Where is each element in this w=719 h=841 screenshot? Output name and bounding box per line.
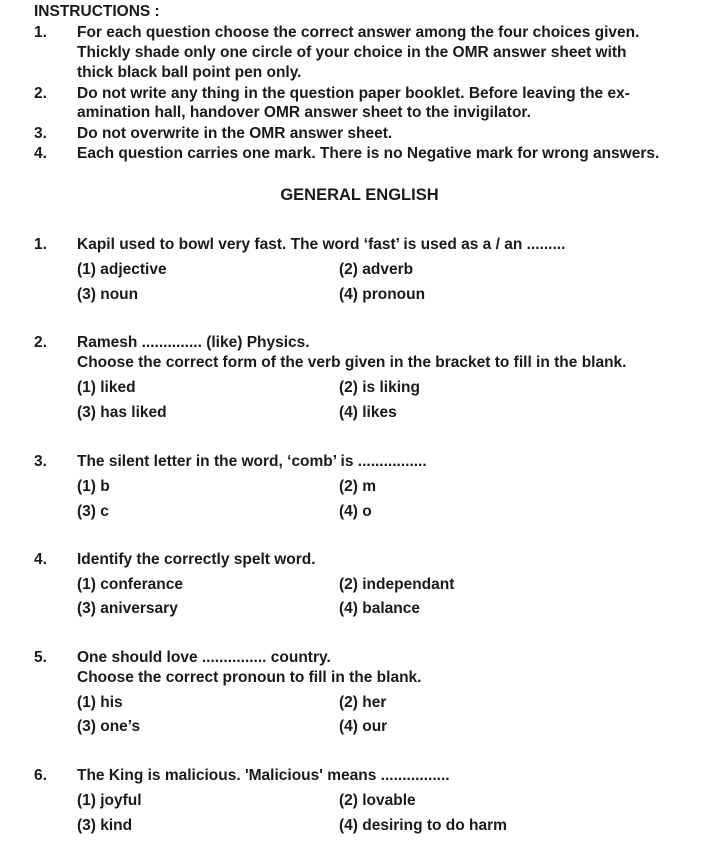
option-3: (3) one’s (77, 718, 141, 735)
option-2: (2) independant (339, 576, 455, 593)
option-1: (1) his (77, 694, 123, 711)
question-text: Identify the correctly spelt word. (77, 551, 316, 568)
option-2: (2) m (339, 478, 377, 495)
option-3: (3) has liked (77, 404, 167, 421)
instruction-line: For each question choose the correct answer among the four choices given. (77, 24, 640, 41)
question-text: One should love ............... country. (77, 649, 331, 666)
option-4: (4) balance (339, 600, 420, 617)
instruction-line: Thickly shade only one circle of your choice in the OMR answer sheet with (77, 44, 627, 61)
option-2: (2) is liking (339, 379, 420, 396)
question-text: Choose the correct form of the verb given in the bracket to fill in the blank. (77, 354, 627, 371)
instruction-line: amination hall, handover OMR answer sheet to the invigilator. (77, 104, 531, 121)
option-1: (1) joyful (77, 792, 142, 809)
option-1: (1) liked (77, 379, 136, 396)
option-3: (3) noun (77, 286, 139, 303)
option-1: (1) b (77, 478, 110, 495)
instruction-number: 1. (34, 24, 47, 41)
question-number: 3. (34, 453, 47, 470)
question-text: Ramesh .............. (like) Physics. (77, 334, 310, 351)
question-text: The King is malicious. 'Malicious' means ................ (77, 767, 450, 784)
option-4: (4) likes (339, 404, 397, 421)
section-title: GENERAL ENGLISH (280, 186, 439, 204)
instruction-number: 2. (34, 85, 47, 102)
option-2: (2) her (339, 694, 387, 711)
option-2: (2) adverb (339, 261, 414, 278)
question-text: Choose the correct pronoun to fill in the blank. (77, 669, 422, 686)
question-number: 2. (34, 334, 47, 351)
question-number: 6. (34, 767, 47, 784)
instruction-line: Each question carries one mark. There is no Negative mark for wrong answers. (77, 145, 660, 162)
option-4: (4) desiring to do harm (339, 817, 507, 834)
question-text: Kapil used to bowl very fast. The word ‘fast’ is used as a / an ......... (77, 236, 566, 253)
option-4: (4) our (339, 718, 388, 735)
option-3: (3) c (77, 503, 109, 520)
question-number: 5. (34, 649, 47, 666)
instruction-line: Do not write any thing in the question paper booklet. Before leaving the ex- (77, 85, 630, 102)
instruction-number: 3. (34, 125, 47, 142)
option-2: (2) lovable (339, 792, 416, 809)
option-1: (1) conferance (77, 576, 183, 593)
instruction-line: Do not overwrite in the OMR answer sheet. (77, 125, 393, 142)
option-3: (3) kind (77, 817, 133, 834)
option-1: (1) adjective (77, 261, 167, 278)
instructions-title: INSTRUCTIONS : (34, 3, 160, 20)
option-3: (3) aniversary (77, 600, 178, 617)
instruction-line: thick black ball point pen only. (77, 64, 302, 81)
question-text: The silent letter in the word, ‘comb’ is ................ (77, 453, 427, 470)
instruction-number: 4. (34, 145, 47, 162)
option-4: (4) pronoun (339, 286, 426, 303)
question-number: 1. (34, 236, 47, 253)
question-number: 4. (34, 551, 47, 568)
option-4: (4) o (339, 503, 372, 520)
